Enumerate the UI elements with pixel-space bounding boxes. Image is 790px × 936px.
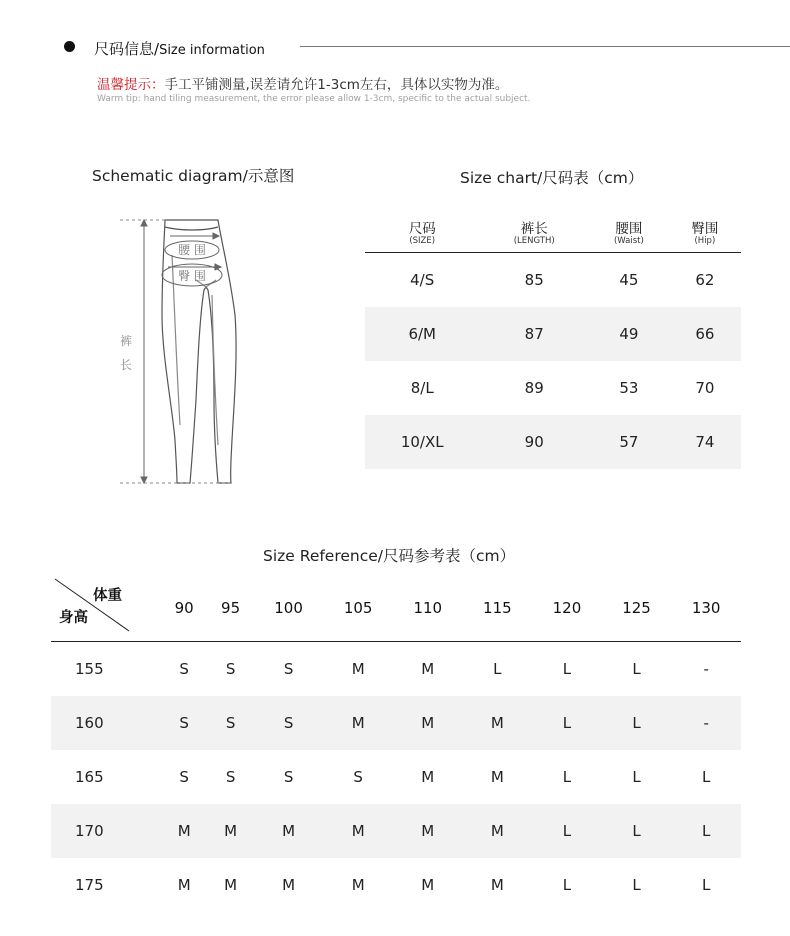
cell: L bbox=[632, 876, 641, 894]
cell: S bbox=[283, 660, 294, 678]
cell: 8/L bbox=[410, 379, 434, 397]
cell: 62 bbox=[695, 271, 715, 289]
cell: M bbox=[421, 768, 435, 786]
cell: M bbox=[490, 876, 504, 894]
section-title bbox=[94, 38, 265, 59]
cell: L bbox=[701, 876, 711, 894]
size-chart-table bbox=[365, 222, 741, 469]
weight-header: 130 bbox=[671, 575, 741, 642]
waist-arrow bbox=[170, 233, 219, 239]
cell: M bbox=[207, 804, 253, 858]
tip-text-cn: 手工平铺测量,误差请允许1-3cm左右，具体以实物为准。 bbox=[164, 77, 509, 93]
cell: M bbox=[463, 696, 533, 750]
cell: L bbox=[701, 768, 711, 786]
length-arrow bbox=[141, 220, 147, 483]
cell: S bbox=[207, 696, 253, 750]
cell: M bbox=[161, 804, 207, 858]
reference-header-row bbox=[51, 575, 741, 642]
weight-header: 95 bbox=[207, 575, 253, 642]
cell: S bbox=[254, 696, 324, 750]
length-label-2: 长 bbox=[120, 358, 133, 372]
cell: M bbox=[393, 696, 463, 750]
cell: M bbox=[224, 876, 238, 894]
weight-header: 115 bbox=[463, 575, 533, 642]
size-chart-header-row bbox=[365, 222, 741, 253]
cell: S bbox=[179, 660, 189, 678]
table-row bbox=[365, 361, 741, 415]
col-waist: 腰围 (Waist) bbox=[589, 222, 669, 253]
cell: 53 bbox=[619, 379, 639, 397]
cell: L bbox=[632, 768, 641, 786]
cell: M bbox=[490, 768, 504, 786]
col-hip: 臀围 (Hip) bbox=[669, 222, 741, 253]
hip-label: 臀 围 bbox=[178, 269, 206, 283]
cell: L bbox=[602, 804, 672, 858]
cell: L bbox=[562, 768, 572, 786]
height-cell: 170 bbox=[51, 804, 161, 858]
tip-line-cn bbox=[97, 73, 508, 93]
cell: 70 bbox=[695, 379, 715, 397]
col-size: 尺码 (SIZE) bbox=[365, 222, 479, 253]
cell: 87 bbox=[479, 307, 589, 361]
section-title-cn: 尺码信息/ bbox=[94, 40, 160, 58]
cell: - bbox=[703, 660, 709, 678]
cell: M bbox=[463, 804, 533, 858]
cell: 45 bbox=[619, 271, 639, 289]
section-title-en: Size information bbox=[159, 43, 265, 58]
cell: M bbox=[323, 696, 393, 750]
cell: 6/M bbox=[365, 307, 479, 361]
cell: L bbox=[602, 696, 672, 750]
cell: M bbox=[254, 804, 324, 858]
cell: L bbox=[493, 660, 502, 678]
table-row bbox=[51, 642, 741, 697]
length-label-1: 裤 bbox=[120, 334, 133, 348]
table-row bbox=[365, 415, 741, 469]
cell: L bbox=[532, 804, 602, 858]
cell: S bbox=[225, 768, 236, 786]
cell: 49 bbox=[589, 307, 669, 361]
cell: S bbox=[353, 768, 363, 786]
cell: S bbox=[283, 768, 294, 786]
col-length: 裤长 (LENGTH) bbox=[479, 222, 589, 253]
cell: - bbox=[671, 696, 741, 750]
diagram-title: Schematic diagram/示意图 bbox=[92, 167, 295, 185]
table-row bbox=[51, 804, 741, 858]
cell: M bbox=[177, 876, 191, 894]
tip-label: 温馨提示： bbox=[97, 77, 165, 93]
cell: M bbox=[393, 804, 463, 858]
height-cell: 160 bbox=[51, 696, 161, 750]
cell: M bbox=[282, 876, 296, 894]
cell: L bbox=[562, 876, 572, 894]
cell: 57 bbox=[589, 415, 669, 469]
cell: S bbox=[225, 660, 236, 678]
weight-header: 125 bbox=[602, 575, 672, 642]
cell: 90 bbox=[479, 415, 589, 469]
cell: 89 bbox=[524, 379, 544, 397]
size-reference-table bbox=[51, 575, 741, 912]
table-row bbox=[365, 253, 741, 308]
weight-header: 120 bbox=[532, 575, 602, 642]
cell: 10/XL bbox=[365, 415, 479, 469]
cell: S bbox=[161, 696, 207, 750]
height-cell: 165 bbox=[75, 768, 104, 786]
tip-text-en: Warm tip: hand tiling measurement, the error please allow 1-3cm, specific to the actual subject. bbox=[97, 94, 531, 104]
size-reference-title: Size Reference/尺码参考表（cm） bbox=[263, 547, 516, 565]
weight-header: 90 bbox=[161, 575, 207, 642]
cell: M bbox=[421, 660, 435, 678]
cell: M bbox=[351, 876, 365, 894]
height-cell: 155 bbox=[75, 660, 104, 678]
cell: 74 bbox=[669, 415, 741, 469]
cell: M bbox=[323, 804, 393, 858]
cell: M bbox=[351, 660, 365, 678]
leggings-outline bbox=[162, 220, 236, 483]
waist-label: 腰 围 bbox=[178, 243, 206, 257]
table-row bbox=[51, 750, 741, 804]
cell: M bbox=[421, 876, 435, 894]
cell: L bbox=[632, 660, 641, 678]
table-row bbox=[365, 307, 741, 361]
cell: L bbox=[562, 660, 572, 678]
leggings-diagram bbox=[110, 205, 270, 495]
table-row bbox=[51, 696, 741, 750]
header-divider bbox=[300, 46, 790, 47]
weight-header: 100 bbox=[254, 575, 324, 642]
weight-header: 105 bbox=[323, 575, 393, 642]
cell: S bbox=[179, 768, 189, 786]
table-row bbox=[51, 858, 741, 912]
cell: 66 bbox=[669, 307, 741, 361]
weight-header: 110 bbox=[393, 575, 463, 642]
cell: L bbox=[532, 696, 602, 750]
corner-height-label: 身高 bbox=[59, 610, 88, 626]
corner-cell bbox=[51, 575, 161, 642]
bullet-icon bbox=[64, 41, 75, 52]
size-chart-title: Size chart/尺码表（cm） bbox=[460, 169, 644, 187]
cell: 4/S bbox=[410, 271, 435, 289]
cell: 85 bbox=[524, 271, 544, 289]
corner-weight-label: 体重 bbox=[93, 588, 122, 604]
cell: L bbox=[671, 804, 741, 858]
height-cell: 175 bbox=[75, 876, 104, 894]
